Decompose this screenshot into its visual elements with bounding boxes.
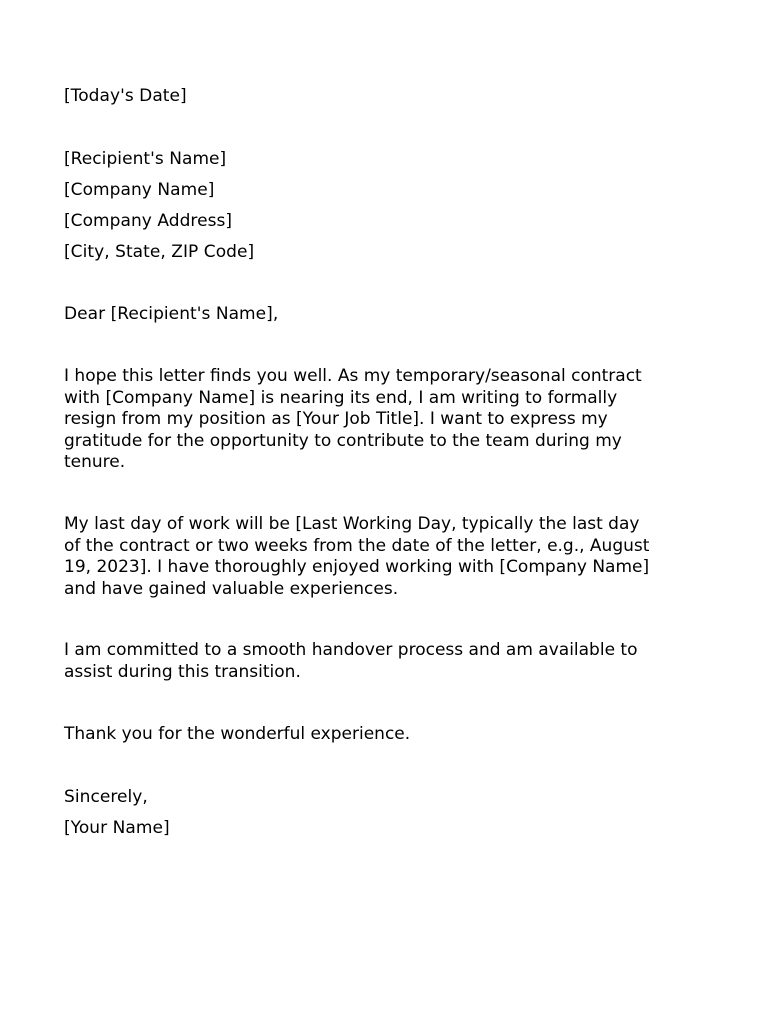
closing: Sincerely, [64,787,148,807]
body-paragraph-3 [64,640,704,683]
paragraph-line: of the contract or two weeks from the date of the letter, e.g., August [64,535,650,556]
recipient-address: [Company Address] [64,211,233,231]
body-paragraph-1 [64,366,704,474]
paragraph-line: 19, 2023]. I have thoroughly enjoyed working with [Company Name] [64,557,650,577]
paragraph-line: and have gained valuable experiences. [64,578,399,599]
salutation: Dear [Recipient's Name], [64,304,279,324]
letter-date: [Today's Date] [64,86,187,106]
paragraph-line: I am committed to a smooth handover process and am available to [64,640,638,660]
paragraph-line: My last day of work will be [Last Working Day, typically the last day [64,514,640,534]
recipient-company: [Company Name] [64,180,215,200]
body-paragraph-4 [64,724,704,746]
signature: [Your Name] [64,818,170,838]
paragraph-line: with [Company Name] is nearing its end, I am writing to formally [64,387,618,408]
paragraph-line: I hope this letter finds you well. As my temporary/seasonal contract [64,366,642,386]
paragraph-line: tenure. [64,452,126,472]
body-paragraph-2 [64,514,704,600]
recipient-city-state-zip: [City, State, ZIP Code] [64,242,255,262]
recipient-name: [Recipient's Name] [64,149,227,169]
paragraph-line: Thank you for the wonderful experience. [64,724,411,744]
paragraph-line: assist during this transition. [64,661,301,682]
paragraph-line: gratitude for the opportunity to contribute to the team during my [64,430,622,451]
paragraph-line: resign from my position as [Your Job Title]. I want to express my [64,409,608,429]
